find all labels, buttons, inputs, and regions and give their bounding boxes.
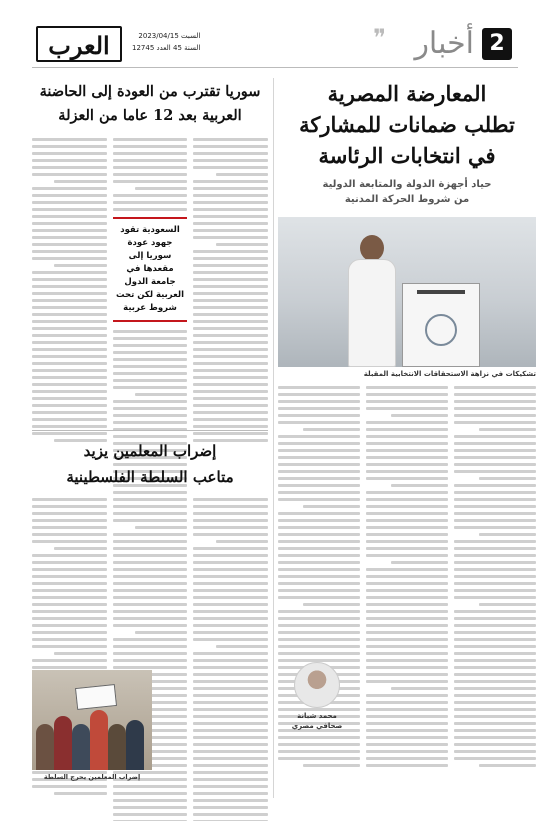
issue-line: السنة 45 العدد 12745 — [132, 44, 201, 52]
subhead-line: من شروط الحركة المدنية — [344, 194, 470, 205]
voter-figure — [344, 235, 400, 367]
main-photo-caption: تشكيكات في نزاهة الاستحقاقات الانتخابية المقبلة — [363, 370, 536, 378]
subhead-line: حياد أجهزة الدولة والمتابعة الدولية — [322, 179, 492, 190]
column-divider — [273, 78, 274, 798]
teachers-headline-line: إضراب المعلمين يزيد — [83, 442, 217, 460]
main-headline — [278, 78, 536, 171]
author-title: صحافي مصري — [291, 722, 343, 730]
teachers-headline-line: متاعب السلطة الفلسطينية — [66, 468, 234, 486]
main-story-photo — [278, 217, 536, 367]
newspaper-logo: العرب — [36, 26, 122, 62]
body-column — [454, 386, 536, 771]
teachers-strike-photo — [32, 670, 152, 770]
main-headline-line: تطلب ضمانات للمشاركة — [299, 112, 515, 137]
date-line: السبت 2023/04/15 — [138, 32, 201, 40]
main-headline-line: المعارضة المصرية — [327, 81, 487, 106]
protest-sign — [75, 684, 117, 710]
body-column — [366, 386, 448, 771]
pull-quote: السعودية تقود جهود عودة سوريا إلى مقعدها في جامعة الدول العربية لكن تحت شروط عربية — [113, 217, 188, 322]
syria-story — [32, 80, 268, 498]
author-photo — [294, 662, 340, 708]
masthead — [32, 22, 518, 68]
teachers-headline — [32, 438, 268, 490]
main-subhead — [278, 177, 536, 207]
syria-headline-line: العربية بعد 12 عاما من العزلة — [58, 107, 242, 124]
issue-info — [132, 30, 200, 54]
author-name: محمد شبانة — [297, 712, 337, 720]
teachers-photo-caption: إضراب المعلمين يحرج السلطة — [43, 773, 141, 781]
main-story — [278, 78, 536, 771]
author-box — [278, 656, 356, 731]
syria-headline-line: سوريا تقترب من العودة إلى الحاضنة — [39, 83, 261, 100]
ballot-box — [402, 283, 480, 367]
syria-headline — [32, 80, 268, 128]
main-headline-line: في انتخابات الرئاسة — [318, 143, 496, 168]
body-column — [193, 498, 268, 821]
section-title: أخبار — [414, 26, 474, 61]
section-divider — [32, 430, 268, 431]
quote-mark-icon: ❞ — [373, 24, 386, 52]
page-number-badge: 2 — [482, 28, 512, 60]
